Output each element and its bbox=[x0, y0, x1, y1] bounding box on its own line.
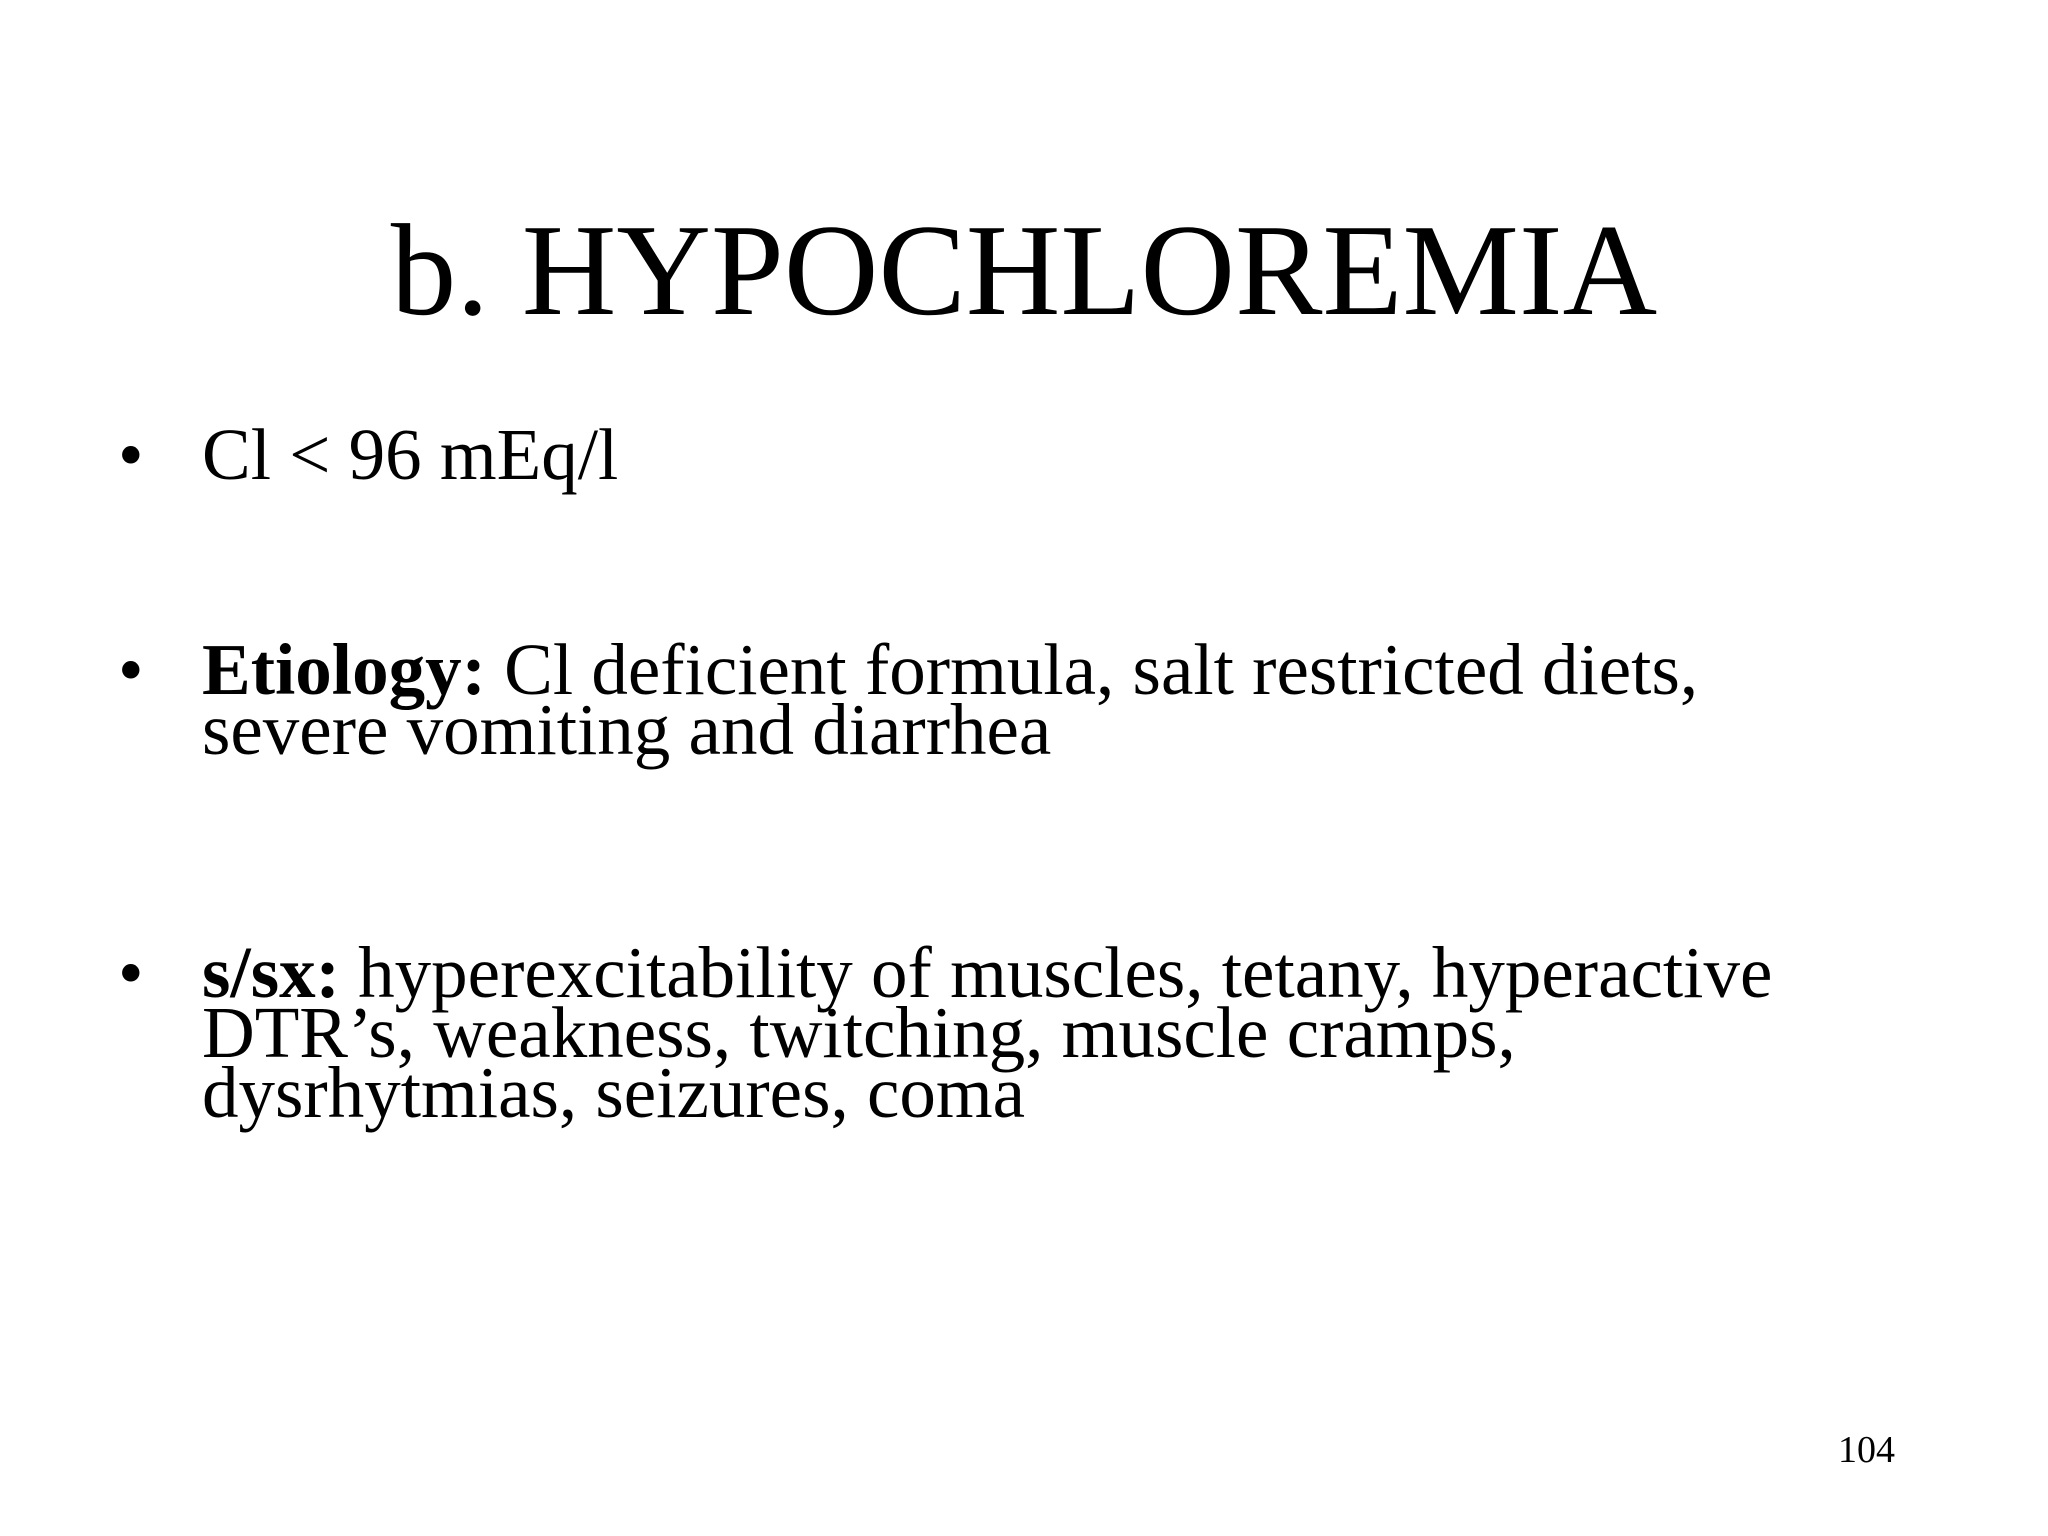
bullet-line: DTR’s, weakness, twitching, muscle cramps, bbox=[202, 992, 1516, 1073]
bullet-icon: • bbox=[118, 414, 144, 495]
bullet-line: Cl < 96 mEq/l bbox=[202, 414, 619, 495]
bullet-text bbox=[202, 629, 1982, 770]
slide-title: b. HYPOCHLOREMIA bbox=[390, 198, 1658, 343]
bullet-icon: • bbox=[118, 629, 144, 710]
bullet-text bbox=[202, 414, 1982, 495]
bullet-line-text: Cl deficient formula, salt restricted diets, bbox=[485, 629, 1699, 710]
bullet-term: s/sx: bbox=[202, 932, 340, 1013]
bullet-icon: • bbox=[118, 932, 144, 1013]
bullet-line: dysrhytmias, seizures, coma bbox=[202, 1052, 1026, 1133]
bullet-line: severe vomiting and diarrhea bbox=[202, 689, 1052, 770]
bullet-line-text: hyperexcitability of muscles, tetany, hyperactive bbox=[339, 932, 1773, 1013]
bullet-term: Etiology: bbox=[202, 629, 486, 710]
page-number: 104 bbox=[1838, 1429, 1895, 1471]
bullet-text bbox=[202, 932, 1982, 1133]
